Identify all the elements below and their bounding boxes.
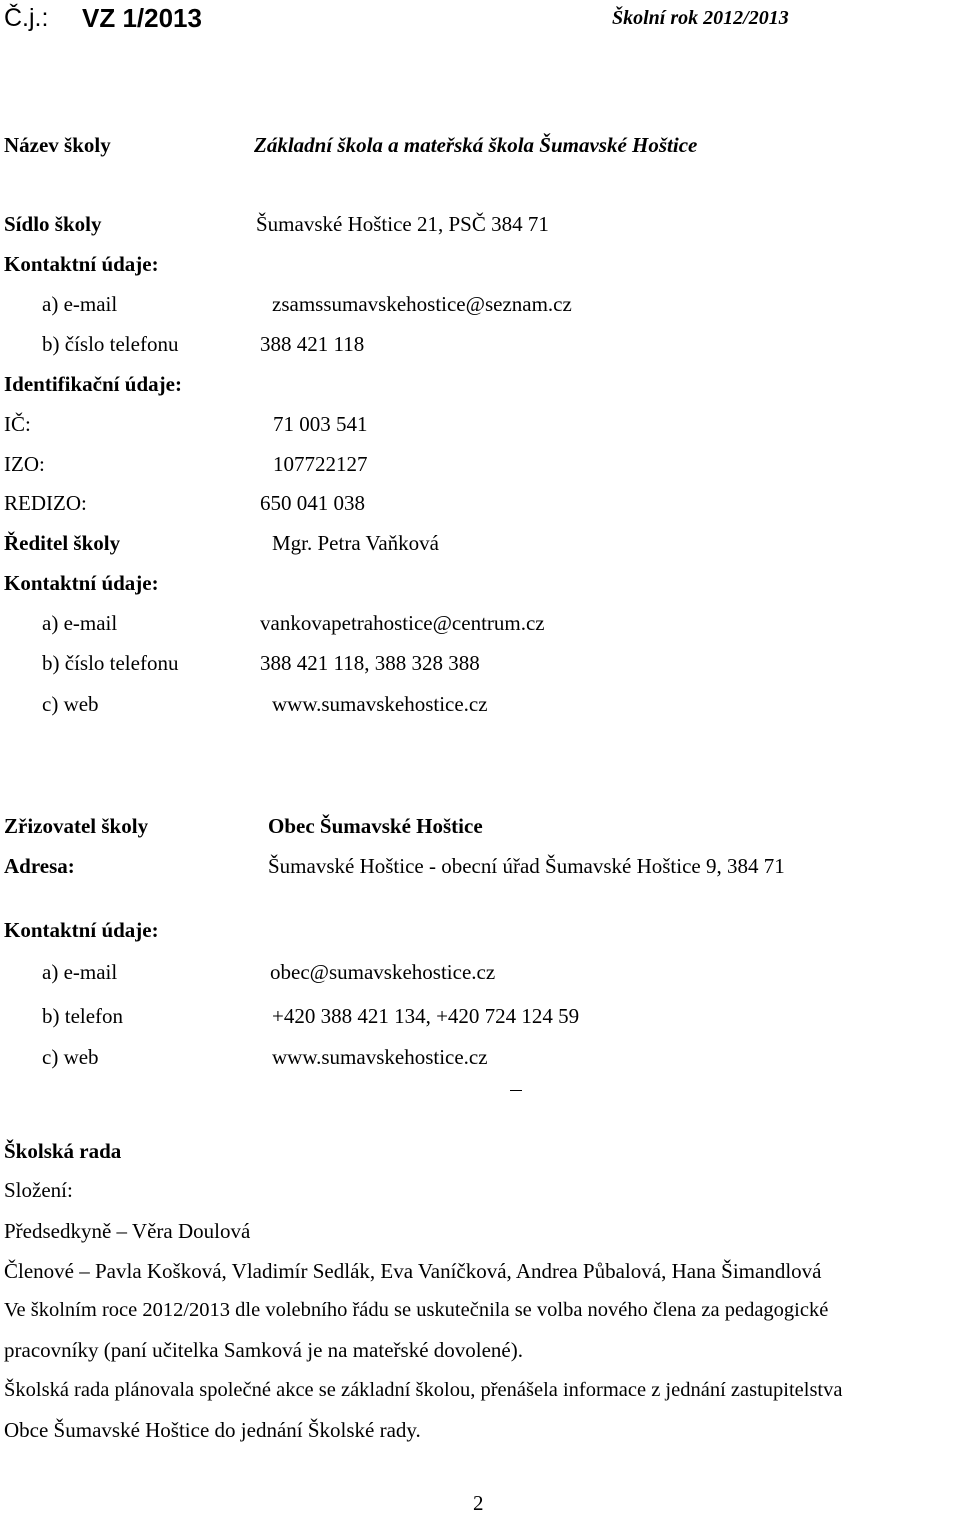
director-web-value: www.sumavskehostice.cz [272, 692, 488, 716]
founder-address-label: Adresa: [4, 854, 75, 878]
director-email-value: vankovapetrahostice@centrum.cz [260, 611, 545, 635]
director-phone-label: b) číslo telefonu [42, 651, 179, 675]
school-email-label: a) e-mail [42, 292, 118, 316]
founder-web-label: c) web [42, 1045, 99, 1069]
header-cj: Č.j.: [4, 4, 49, 32]
school-phone-label: b) číslo telefonu [42, 332, 179, 356]
founder-value: Obec Šumavské Hoštice [268, 814, 483, 838]
school-contact-label: Kontaktní údaje: [4, 252, 159, 276]
director-email-label: a) e-mail [42, 611, 118, 635]
founder-email-label: a) e-mail [42, 960, 118, 984]
board-paragraph-1-line-1: Ve školním roce 2012/2013 dle volebního řádu se uskutečnila se volba nového člena za pedagogické [4, 1299, 829, 1321]
founder-phone-label: b) telefon [42, 1004, 124, 1028]
school-ic-value: 71 003 541 [273, 412, 368, 436]
board-title: Školská rada [4, 1139, 122, 1163]
director-value: Mgr. Petra Vaňková [272, 531, 440, 555]
school-email-value: zsamssumavskehostice@seznam.cz [272, 292, 572, 316]
school-seat-value: Šumavské Hoštice 21, PSČ 384 71 [256, 212, 549, 236]
header-school-year: Školní rok 2012/2013 [612, 7, 789, 29]
founder-contact-label: Kontaktní údaje: [4, 918, 159, 942]
board-composition-label: Složení: [4, 1178, 73, 1202]
page-number: 2 [473, 1491, 484, 1515]
school-seat-label: Sídlo školy [4, 212, 102, 236]
founder-address-value: Šumavské Hoštice - obecní úřad Šumavské Hoštice 9, 384 71 [268, 854, 785, 878]
board-paragraph-2-line-1: Školská rada plánovala společné akce se základní školou, přenášela informace z jednání zastupitelstva [4, 1379, 843, 1401]
board-paragraph-2-line-2: Obce Šumavské Hoštice do jednání Školské rady. [4, 1418, 421, 1442]
school-ident-label: Identifikační údaje: [4, 372, 182, 396]
school-izo-value: 107722127 [273, 452, 368, 476]
director-label: Ředitel školy [4, 531, 121, 555]
director-phone-value: 388 421 118, 388 328 388 [260, 651, 480, 675]
founder-email-value: obec@sumavskehostice.cz [270, 960, 496, 984]
founder-web-value: www.sumavskehostice.cz [272, 1045, 488, 1069]
school-phone-value: 388 421 118 [260, 332, 365, 356]
school-name-label: Název školy [4, 133, 111, 157]
founder-phone-value: +420 388 421 134, +420 724 124 59 [272, 1004, 580, 1028]
school-name-value: Základní škola a mateřská škola Šumavské Hoštice [254, 133, 698, 157]
school-ic-label: IČ: [4, 412, 31, 436]
school-redizo-value: 650 041 038 [260, 491, 365, 515]
founder-label: Zřizovatel školy [4, 814, 149, 838]
director-contact-label: Kontaktní údaje: [4, 571, 159, 595]
school-izo-label: IZO: [4, 452, 45, 476]
header-reference: VZ 1/2013 [82, 3, 202, 33]
school-redizo-label: REDIZO: [4, 491, 87, 515]
director-web-label: c) web [42, 692, 99, 716]
board-chair: Předsedkyně – Věra Doulová [4, 1219, 251, 1243]
decorative-dash [510, 1090, 522, 1091]
board-members: Členové – Pavla Košková, Vladimír Sedlák, Eva Vaníčková, Andrea Půbalová, Hana Šimandlová [4, 1259, 822, 1283]
board-paragraph-1-line-2: pracovníky (paní učitelka Samková je na mateřské dovolené). [4, 1338, 523, 1362]
